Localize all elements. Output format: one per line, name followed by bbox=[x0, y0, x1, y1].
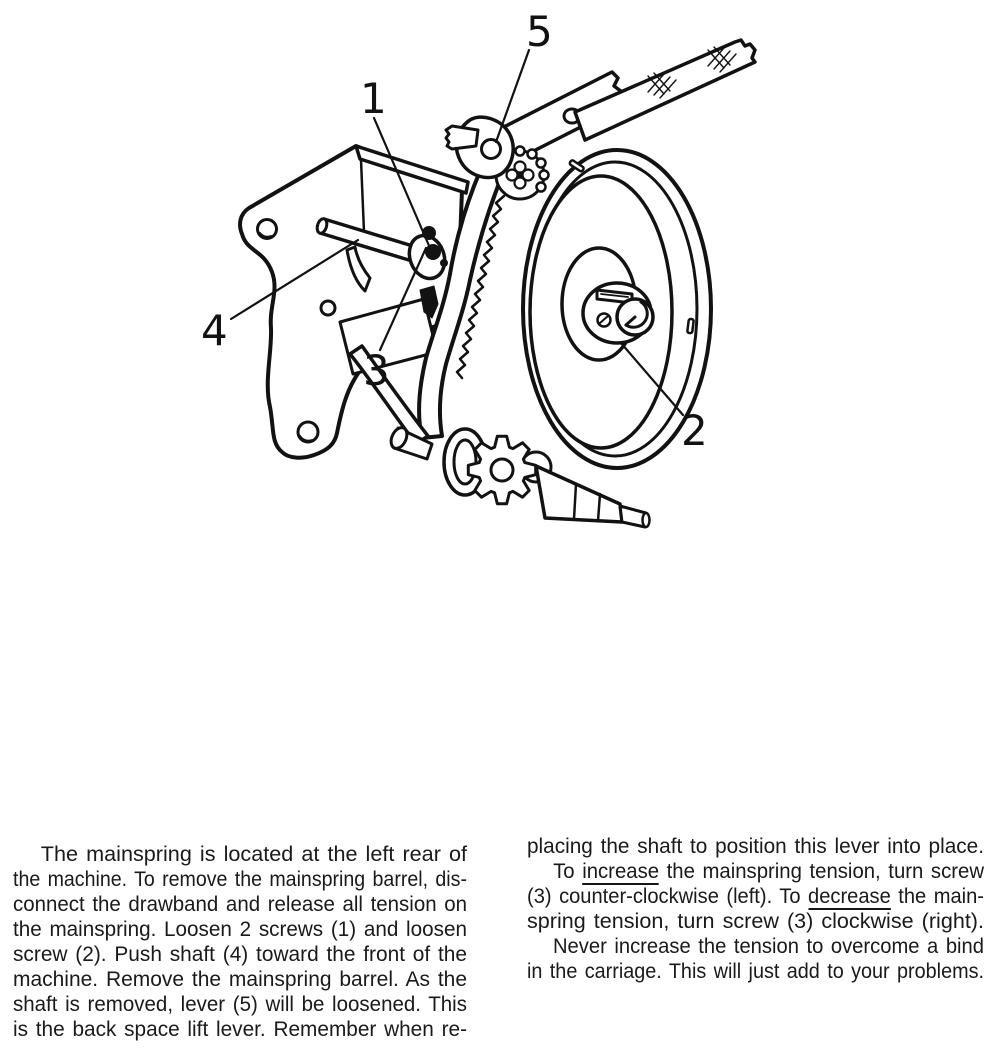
text-segment: the mainspring tension, turn screw bbox=[659, 860, 984, 883]
text-line bbox=[13, 892, 467, 917]
text-segment: the mainspring. Loosen 2 screws (1) and loosen bbox=[13, 918, 467, 941]
callout-label-2: 2 bbox=[681, 406, 708, 455]
text-segment: the main- bbox=[890, 885, 984, 908]
text-segment: shaft is removed, lever (5) will be loosened. This bbox=[13, 993, 467, 1016]
bracket-hole-top bbox=[258, 220, 277, 239]
bracket-hole-bottom bbox=[298, 422, 318, 442]
text-segment: To bbox=[553, 860, 583, 883]
text-segment: spring tension, turn screw (3) clockwise (right). bbox=[527, 910, 984, 933]
callout-label-5: 5 bbox=[526, 7, 553, 56]
text-segment: (3) counter-clockwise (left). To bbox=[527, 885, 809, 908]
text-line bbox=[13, 992, 467, 1017]
underlined-word: increase bbox=[582, 860, 660, 883]
text-segment: The mainspring is located at the left rear of bbox=[40, 843, 467, 866]
screw-3 bbox=[425, 244, 441, 260]
text-segment: in the carriage. This will just add to your problems. bbox=[527, 960, 984, 983]
text-segment: the machine. To remove the mainspring barrel, dis- bbox=[13, 868, 467, 891]
text-line bbox=[13, 1017, 467, 1042]
text-line bbox=[527, 859, 984, 884]
pivot-hole bbox=[482, 140, 501, 159]
text-line bbox=[527, 834, 984, 859]
text-line bbox=[527, 934, 984, 959]
text-segment: is the back space lift lever. Remember when re- bbox=[13, 1018, 467, 1041]
text-line bbox=[13, 967, 467, 992]
callout-label-4: 4 bbox=[201, 306, 228, 355]
text-column-left bbox=[13, 842, 467, 1042]
text-column-right bbox=[527, 834, 984, 984]
text-line bbox=[13, 942, 467, 967]
text-line bbox=[527, 909, 984, 934]
callout-label-3: 3 bbox=[363, 346, 390, 395]
text-segment: placing the shaft to position this lever into place. bbox=[527, 835, 984, 858]
text-line bbox=[527, 884, 984, 909]
text-line bbox=[13, 842, 467, 867]
text-segment: Never increase the tension to overcome a bind bbox=[552, 935, 984, 958]
text-line bbox=[13, 867, 467, 892]
text-segment: screw (2). Push shaft (4) toward the front of the bbox=[13, 943, 467, 966]
underlined-word: decrease bbox=[808, 885, 891, 908]
text-line bbox=[527, 959, 984, 984]
bracket-hole-small bbox=[321, 301, 335, 315]
text-segment: connect the drawband and release all tension on bbox=[13, 893, 467, 916]
text-line bbox=[13, 917, 467, 942]
callout-label-1: 1 bbox=[360, 74, 387, 123]
text-segment: machine. Remove the mainspring barrel. As the bbox=[13, 968, 467, 991]
clevis-tab bbox=[446, 126, 478, 149]
cone-shaft bbox=[536, 466, 622, 522]
